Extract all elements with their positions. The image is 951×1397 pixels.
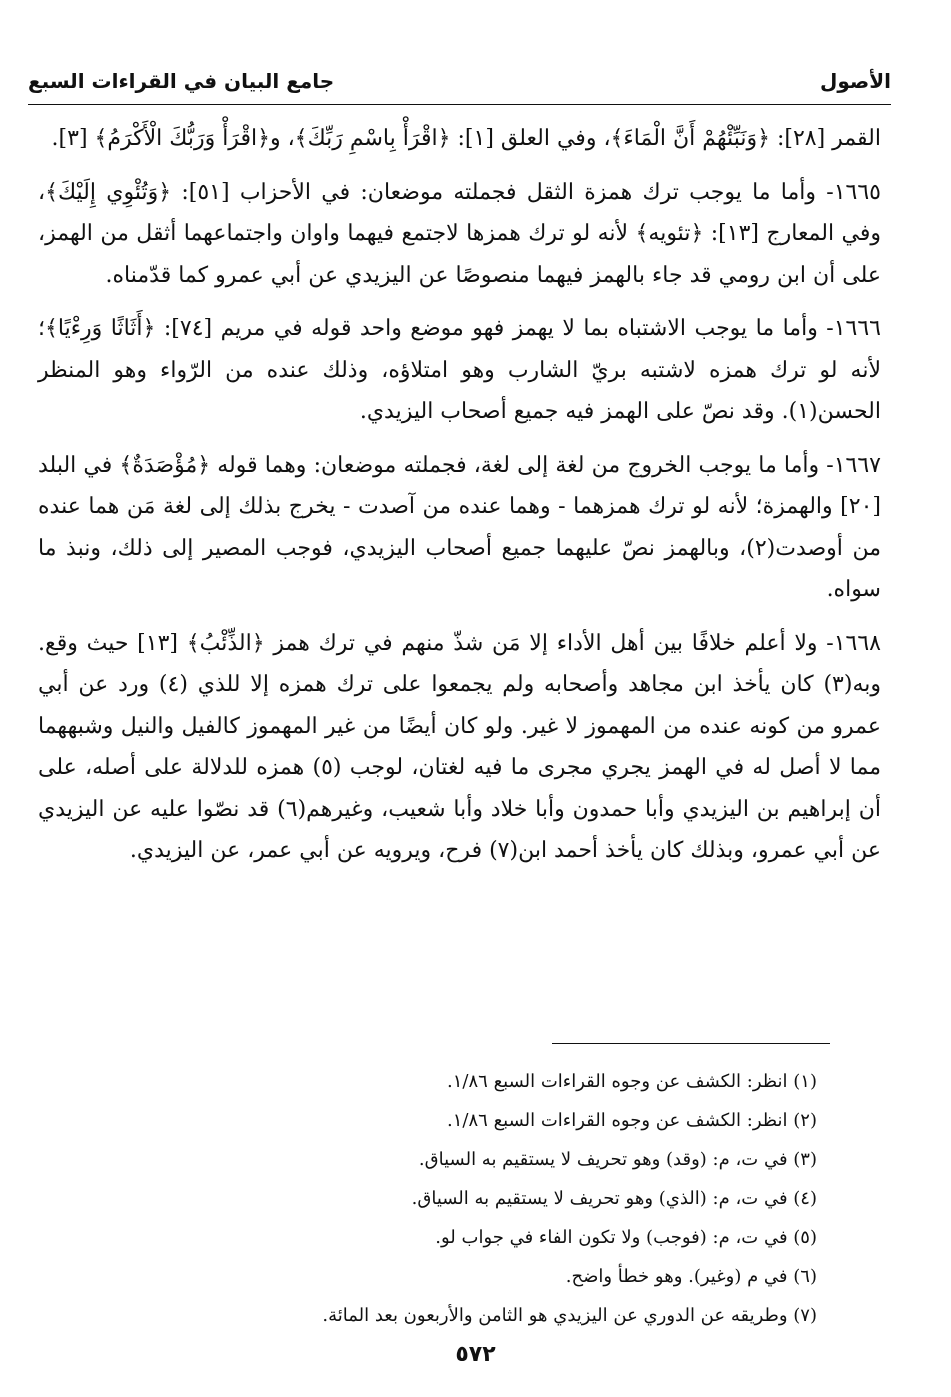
footnote-1: (١) انظر: الكشف عن وجوه القراءات السبع ١/٨٦. [447,1071,817,1092]
footnote-2: (٢) انظر: الكشف عن وجوه القراءات السبع ١/٨٦. [447,1110,817,1131]
page-header [28,62,891,100]
paragraph-continuation: القمر [٢٨]: ﴿وَنَبِّئْهُمْ أَنَّ الْمَاءَ﴾، وفي العلق [١]: ﴿اقْرَأْ بِاسْمِ رَبِّكَ﴾، و﴿اقْرَأْ وَرَبُّكَ الْأَكْرَمُ﴾ [٣]. [51,126,881,151]
main-text [38,118,881,884]
footnote-divider [552,1043,830,1044]
paragraph-1666: ١٦٦٦- وأما ما يوجب الاشتباه بما لا يهمز فهو موضع واحد قوله في مريم [٧٤]: ﴿أَثَاثًا وَرِءْيًا﴾؛ لأنه لو ترك همزه لاشتبه بريّ الشارب وهو امتلاؤه، وذلك عنده من الرّواء وهو المنظر الحسن(١). وقد نصّ على الهمز فيه جميع أصحاب اليزيدي. [38,316,881,424]
footnote-5: (٥) في ت، م: (فوجب) ولا تكون الفاء في جواب لو. [435,1227,817,1248]
footnotes [120,1062,817,1335]
paragraph-1667: ١٦٦٧- وأما ما يوجب الخروج من لغة إلى لغة، فجملته موضعان: وهما قوله ﴿مُؤْصَدَةٌ﴾ في البلد [٢٠] والهمزة؛ لأنه لو ترك همزهما - وهما عنده من آصدت - يخرج بذلك إلى لغة مَن هما عنده من أوصدت(٢)، وبالهمز نصّ عليهما جميع أصحاب اليزيدي، فوجب المصير إلى ذلك، ونبذ ما سواه. [38,452,881,602]
footnote-6: (٦) في م (وغير). وهو خطأ واضح. [565,1266,817,1287]
page-number: ٥٧٢ [455,1342,496,1367]
header-divider [28,104,891,105]
section-title: الأصول [820,69,891,93]
paragraph-1668: ١٦٦٨- ولا أعلم خلافًا بين أهل الأداء إلا مَن شذّ منهم في ترك همز ﴿الذِّئْبُ﴾ [١٣] حيث وقع. وبه(٣) كان يأخذ ابن مجاهد وأصحابه ولم يجمعوا على ترك همزه إلا للذي (٤) ورد عن أبي عمرو من كونه عنده من المهموز لا غير. ولو كان أيضًا من غير المهموز كالفيل والنيل وشبههما مما لا أصل له في الهمز يجري مجرى ما فيه لغتان، لوجب (٥) همزه للدلالة على أصله، على أن إبراهيم بن اليزيدي وأبا حمدون وأبا خلاد وأبا شعيب، وغيرهم(٦) قد نصّوا عليه عن اليزيدي عن أبي عمرو، وبذلك كان يأخذ أحمد ابن(٧) فرح، ويرويه عن أبي عمر، عن اليزيدي. [38,630,881,863]
footnote-4: (٤) في ت، م: (الذي) وهو تحريف لا يستقيم به السياق. [411,1188,817,1209]
book-title: جامع البيان في القراءات السبع [28,69,335,93]
paragraph-1665: ١٦٦٥- وأما ما يوجب ترك همزة الثقل فجملته موضعان: في الأحزاب [٥١]: ﴿وَتُئْوِي إِلَيْكَ﴾، وفي المعارج [١٣]: ﴿تئويه﴾ لأنه لو ترك همزها لاجتمع فيهما واوان واجتماعهما أثقل من الهمز، على أن ابن رومي قد جاء بالهمز فيهما منصوصًا عن اليزيدي عن أبي عمرو كما قدّمناه. [38,179,881,288]
footnote-7: (٧) وطريقه عن الدوري عن اليزيدي هو الثامن والأربعون بعد المائة. [322,1305,817,1326]
footnote-3: (٣) في ت، م: (وقد) وهو تحريف لا يستقيم به السياق. [418,1149,817,1170]
